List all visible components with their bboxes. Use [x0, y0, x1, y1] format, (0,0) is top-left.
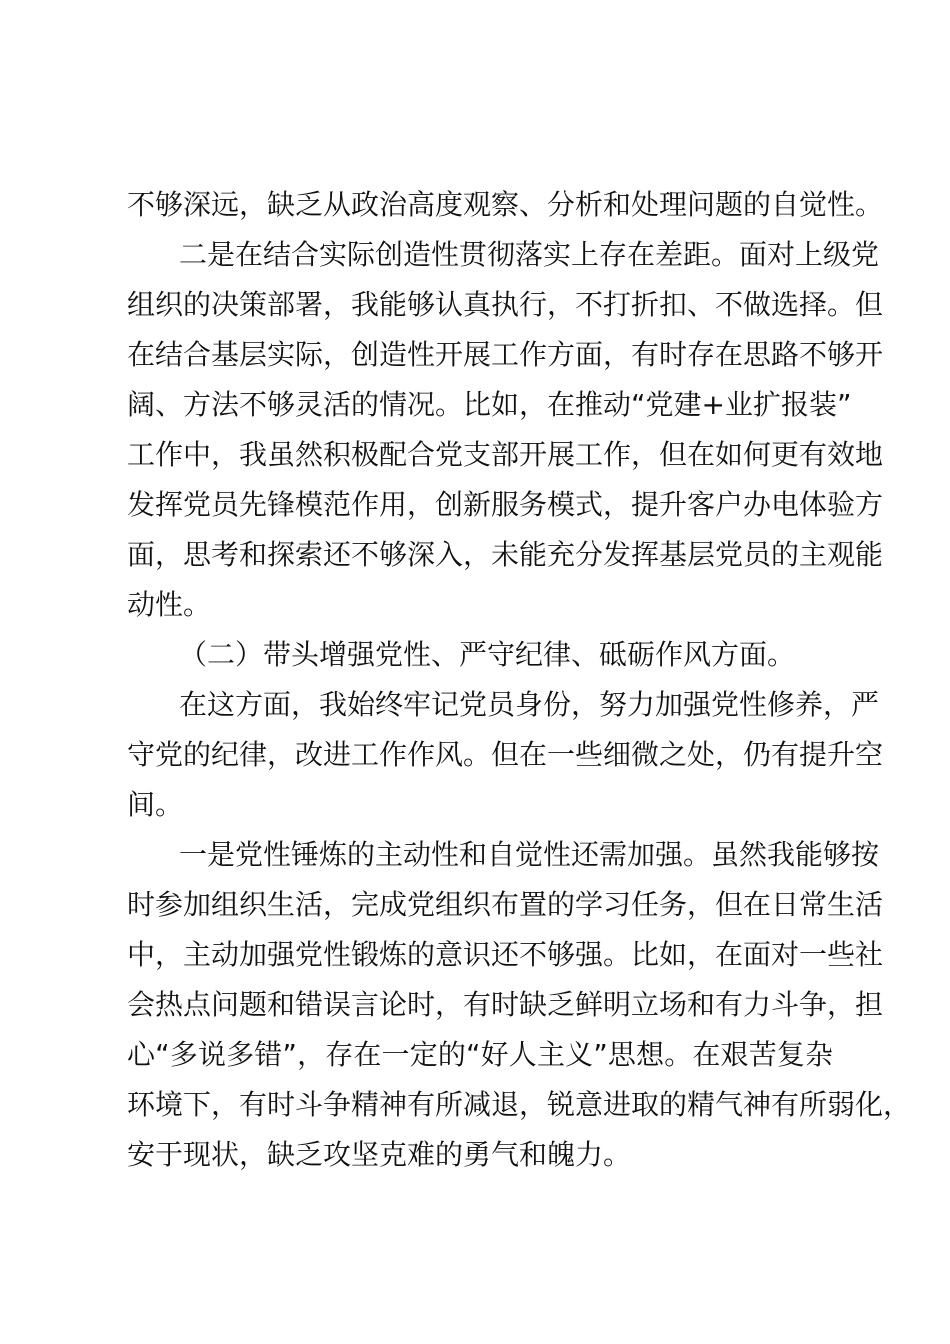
paragraph-line: 发挥党员先锋模范作用，创新服务模式，提升客户办电体验方: [127, 488, 884, 521]
paragraph-line: 在这方面，我始终牢记党员身份，努力加强党性修养，严: [179, 688, 880, 721]
paragraph-line: 阔、方法不够灵活的情况。比如，在推动“党建+业扩报装”: [127, 388, 852, 421]
paragraph-line: 环境下，有时斗争精神有所减退，锐意进取的精气神有所弱化，: [127, 1088, 912, 1121]
paragraph-line: 心“多说多错”，存在一定的“好人主义”思想。在艰苦复杂: [127, 1038, 833, 1071]
paragraph-line: 组织的决策部署，我能够认真执行，不打折扣、不做选择。但: [127, 288, 884, 321]
paragraph-line: 一是党性锤炼的主动性和自觉性还需加强。虽然我能够按: [179, 838, 880, 871]
paragraph-line: 不够深远，缺乏从政治高度观察、分析和处理问题的自觉性。: [127, 188, 884, 221]
paragraph-line: 二是在结合实际创造性贯彻落实上存在差距。面对上级党: [179, 238, 880, 271]
paragraph-line: 面，思考和探索还不够深入，未能充分发挥基层党员的主观能: [127, 538, 884, 571]
paragraph-line: 守党的纪律，改进工作作风。但在一些细微之处，仍有提升空: [127, 738, 884, 771]
paragraph-line: 动性。: [127, 588, 212, 621]
paragraph-line: 会热点问题和错误言论时，有时缺乏鲜明立场和有力斗争，担: [127, 988, 884, 1021]
paragraph-line: 中，主动加强党性锻炼的意识还不够强。比如，在面对一些社: [127, 938, 884, 971]
paragraph-line: 工作中，我虽然积极配合党支部开展工作，但在如何更有效地: [127, 438, 884, 471]
section-heading: （二）带头增强党性、严守纪律、砥砺作风方面。: [179, 638, 796, 671]
paragraph-line: 在结合基层实际，创造性开展工作方面，有时存在思路不够开: [127, 338, 884, 371]
paragraph-line: 安于现状，缺乏攻坚克难的勇气和魄力。: [127, 1138, 632, 1171]
paragraph-line: 时参加组织生活，完成党组织布置的学习任务，但在日常生活: [127, 888, 884, 921]
document-body: [127, 180, 912, 1180]
paragraph-line: 间。: [127, 788, 184, 821]
